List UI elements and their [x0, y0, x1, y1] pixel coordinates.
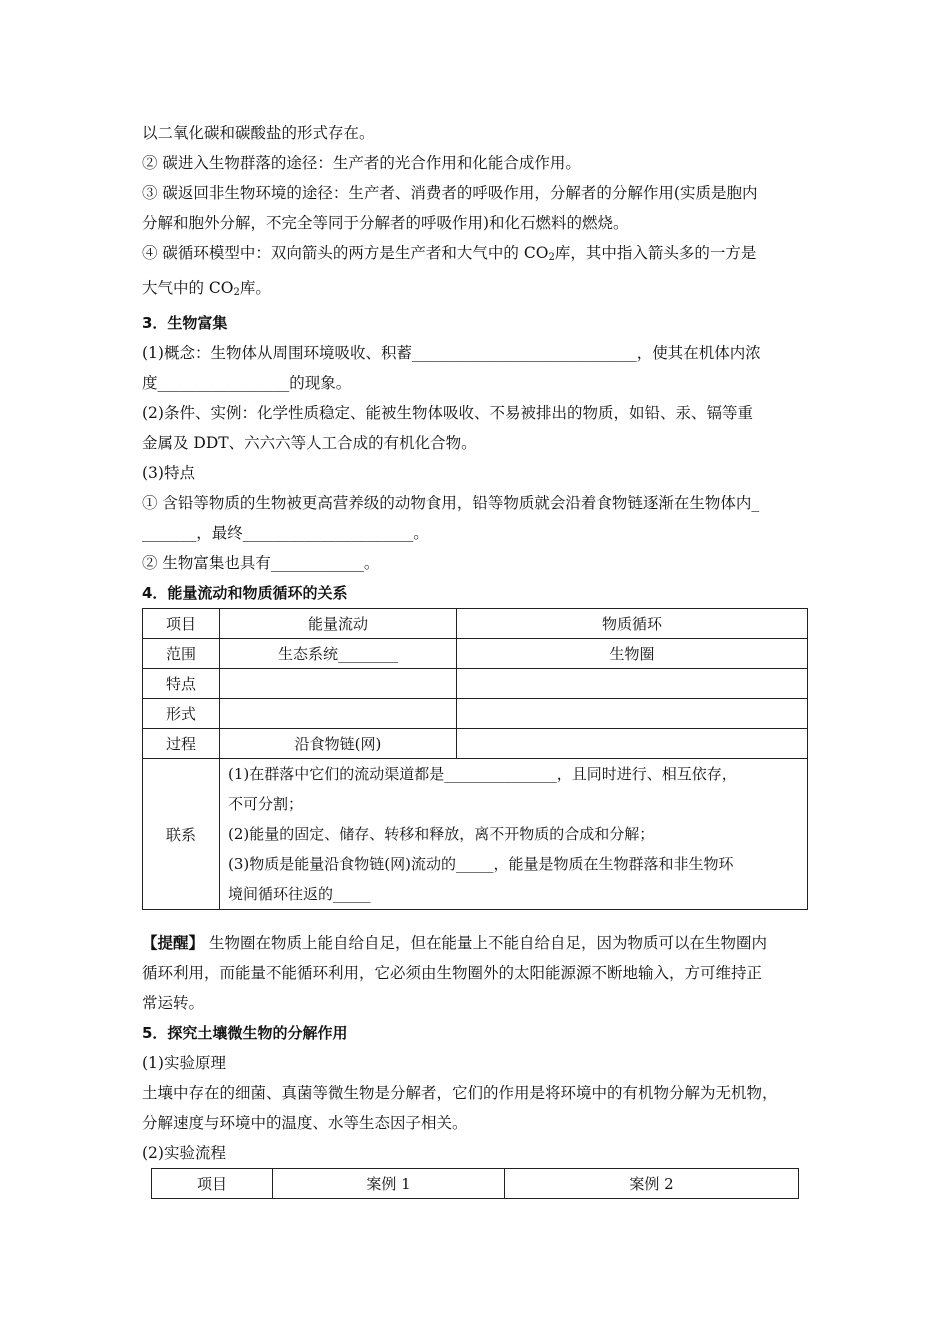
table-cell: 形式: [143, 699, 220, 729]
enrichment-section: [142, 308, 810, 578]
text-line: 土壤中存在的细菌、真菌等微生物是分解者，它们的作用是将环境中的有机物分解为无机物，: [142, 1084, 778, 1102]
table-row: [143, 639, 808, 669]
subscript: 2: [548, 252, 555, 263]
experiment-section: [142, 1018, 810, 1199]
text-line: (2)实验流程: [142, 1144, 226, 1162]
table-row: [143, 699, 808, 729]
table-cell: 范围: [143, 639, 220, 669]
section-heading: 3．生物富集: [142, 314, 228, 332]
table-cell: [457, 729, 808, 759]
table-cell: 联系: [143, 759, 220, 910]
table-row: [143, 729, 808, 759]
text-line: 不可分割；: [228, 795, 304, 813]
table-cell: [457, 669, 808, 699]
table-row: [143, 669, 808, 699]
text-line: 分解速度与环境中的温度、水等生态因子相关。: [142, 1114, 468, 1132]
link-cell: [220, 759, 808, 910]
table-cell: 沿食物链(网): [220, 729, 457, 759]
text-line: 境间循环往返的_____: [228, 885, 371, 903]
text-line: [142, 238, 810, 273]
text-line: ② 碳进入生物群落的途径：生产者的光合作用和化能合成作用。: [142, 154, 581, 172]
relation-table: [142, 608, 808, 910]
table-cell: 生态系统________: [220, 639, 457, 669]
section-heading: 5．探究土壤微生物的分解作用: [142, 1024, 348, 1042]
text-line: (1)在群落中它们的流动渠道都是_______________，且同时进行、相互依存，: [228, 765, 737, 783]
text-line: 常运转。: [142, 994, 205, 1012]
table-cell: [220, 699, 457, 729]
text-fragment: 库。: [239, 279, 271, 297]
table-header-cell: 项目: [143, 609, 220, 639]
text-line: (3)物质是能量沿食物链(网)流动的_____，能量是物质在生物群落和非生物环: [228, 855, 734, 873]
text-line: ③ 碳返回非生物环境的途径：生产者、消费者的呼吸作用，分解者的分解作用(实质是胞内: [142, 184, 758, 202]
text-line: [142, 928, 810, 958]
text-line: 以二氧化碳和碳酸盐的形式存在。: [142, 124, 375, 142]
text-line: (2)条件、实例：化学性质稳定、能被生物体吸收、不易被排出的物质，如铅、汞、镉等重: [142, 404, 753, 422]
experiment-table: [151, 1168, 799, 1199]
text-line: (1)实验原理: [142, 1054, 226, 1072]
text-line: _______，最终______________________。: [142, 524, 429, 542]
subscript: 2: [233, 287, 240, 298]
tip-label: 【提醒】: [142, 934, 205, 952]
table-row: [143, 759, 808, 910]
text-fragment: 生物圈在物质上能自给自足，但在能量上不能自给自足，因为物质可以在生物圈内: [208, 934, 767, 952]
text-line: 循环利用，而能量不能循环利用，它必须由生物圈外的太阳能源源不断地输入，方可维持正: [142, 964, 763, 982]
tip-section: [142, 928, 810, 1018]
text-line: (2)能量的固定、储存、转移和释放，离不开物质的合成和分解；: [228, 825, 655, 843]
table-header-row: [143, 609, 808, 639]
table-header-cell: 能量流动: [220, 609, 457, 639]
table-cell: [457, 699, 808, 729]
relation-section: [142, 578, 810, 910]
text-line: ② 生物富集也具有____________。: [142, 554, 380, 572]
table-header-cell: 项目: [152, 1169, 273, 1199]
table-header-cell: 案例 1: [273, 1169, 505, 1199]
table-header-cell: 案例 2: [505, 1169, 799, 1199]
text-fragment: ④ 碳循环模型中：双向箭头的两方是生产者和大气中的 CO: [142, 244, 549, 262]
text-line: [142, 273, 810, 308]
table-header-row: [152, 1169, 799, 1199]
section-heading: 4．能量流动和物质循环的关系: [142, 584, 348, 602]
text-fragment: 大气中的 CO: [142, 279, 234, 297]
text-fragment: 库，其中指入箭头多的一方是: [554, 244, 757, 262]
document-page: [142, 118, 810, 1199]
carbon-section: [142, 118, 810, 308]
table-cell: 过程: [143, 729, 220, 759]
table-cell: 生物圈: [457, 639, 808, 669]
text-line: 金属及 DDT、六六六等人工合成的有机化合物。: [142, 434, 477, 452]
table-cell: [220, 669, 457, 699]
table-header-cell: 物质循环: [457, 609, 808, 639]
text-line: (3)特点: [142, 464, 195, 482]
table-cell: 特点: [143, 669, 220, 699]
text-line: ① 含铅等物质的生物被更高营养级的动物食用，铅等物质就会沿着食物链逐渐在生物体内_: [142, 494, 760, 512]
text-line: 度_________________的现象。: [142, 374, 352, 392]
text-line: (1)概念：生物体从周围环境吸收、积蓄_____________________________，使其在机体内浓: [142, 344, 761, 362]
text-line: 分解和胞外分解，不完全等同于分解者的呼吸作用)和化石燃料的燃烧。: [142, 214, 629, 232]
